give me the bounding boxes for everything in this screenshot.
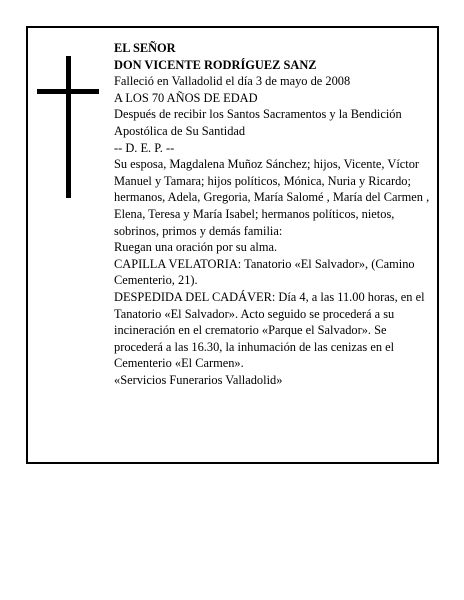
farewell-text: DESPEDIDA DEL CADÁVER: Día 4, a las 11.00 horas, en el Tanatorio «El Salvador». Acto seguido se procederá a su incineración en el crematorio «Parque el Salvador». Se procederá a las 16.30, la inhumación de las cenizas en el Cementerio «El Carmen». <box>114 289 425 371</box>
age-line: A LOS 70 AÑOS DE EDAD <box>114 90 258 105</box>
death-date-line: Falleció en Valladolid el día 3 de mayo de 2008 <box>114 74 351 89</box>
sacraments-text: Después de recibir los Santos Sacramentos y la Bendición Apostólica de Su Santidad <box>114 107 402 138</box>
cross-icon-bar <box>37 89 99 94</box>
funeral-services-line: «Servicios Funerarios Valladolid» <box>114 372 283 387</box>
deceased-name: DON VICENTE RODRÍGUEZ SANZ <box>114 57 317 72</box>
notice-title: EL SEÑOR <box>114 41 176 55</box>
chapel-text: CAPILLA VELATORIA: Tanatorio «El Salvador», (Camino Cementerio, 21). <box>114 256 415 288</box>
prayer-line: Ruegan una oración por su alma. <box>114 240 278 255</box>
cross-icon <box>66 56 71 198</box>
family-text: Su esposa, Magdalena Muñoz Sánchez; hijos, Vicente, Víctor Manuel y Tamara; hijos políticos, Mónica, Nuria y Ricardo; hermanos, Adela, Gregoria, María Salomé , María del Carmen , Elena, Teresa y María Isabel; hermanos políticos, nietos, sobrinos, primos y demás familia: <box>114 157 430 238</box>
rip-line: -- D. E. P. -- <box>114 140 175 155</box>
obituary-notice <box>26 26 439 464</box>
notice-body <box>114 40 432 388</box>
